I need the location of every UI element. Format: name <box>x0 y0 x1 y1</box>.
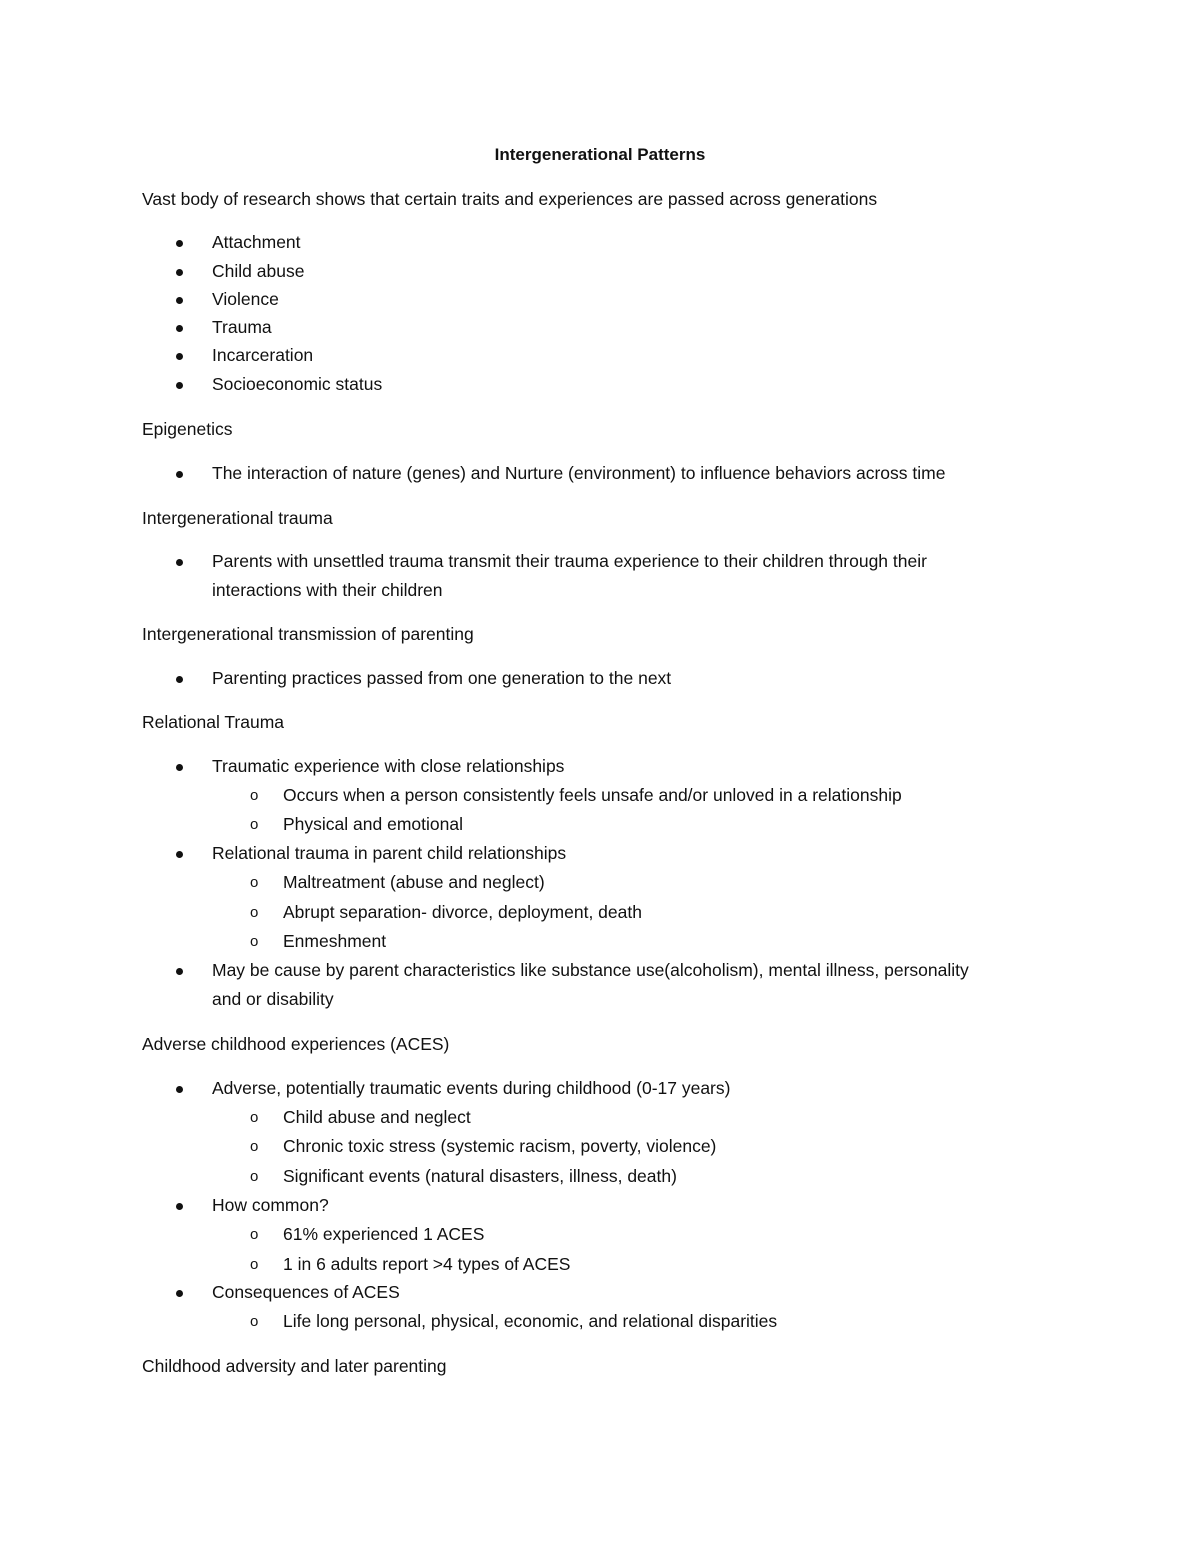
list-item: May be cause by parent characteristics like substance use(alcoholism), mental illness, personality <box>212 960 969 980</box>
list-item: Incarceration <box>212 345 314 365</box>
bullet-icon <box>176 353 183 360</box>
bullet-icon <box>176 471 183 478</box>
sub-list-item: Chronic toxic stress (systemic racism, poverty, violence) <box>283 1136 717 1156</box>
list-item: Adverse, potentially traumatic events during childhood (0-17 years) <box>212 1078 731 1098</box>
section-heading-later-parenting: Childhood adversity and later parenting <box>142 1356 447 1376</box>
list-item-continuation: interactions with their children <box>212 580 443 600</box>
bullet-icon <box>176 1290 183 1297</box>
list-item-continuation: and or disability <box>212 989 334 1009</box>
sub-bullet-icon: o <box>250 1256 259 1273</box>
bullet-icon <box>176 1203 183 1210</box>
intro-paragraph: Vast body of research shows that certain traits and experiences are passed across generations <box>142 189 878 209</box>
list-item: Relational trauma in parent child relationships <box>212 843 567 863</box>
section-heading-aces: Adverse childhood experiences (ACES) <box>142 1034 450 1054</box>
bullet-icon <box>176 676 183 683</box>
section-heading-relational-trauma: Relational Trauma <box>142 712 285 732</box>
bullet-icon <box>176 297 183 304</box>
list-item: Parenting practices passed from one generation to the next <box>212 668 672 688</box>
list-item: Attachment <box>212 232 301 252</box>
sub-list-item: Occurs when a person consistently feels unsafe and/or unloved in a relationship <box>283 785 902 805</box>
sub-list-item: Child abuse and neglect <box>283 1107 471 1127</box>
sub-bullet-icon: o <box>250 1168 259 1185</box>
sub-bullet-icon: o <box>250 904 259 921</box>
sub-list-item: 1 in 6 adults report >4 types of ACES <box>283 1254 571 1274</box>
sub-list-item: Physical and emotional <box>283 814 463 834</box>
list-item: Trauma <box>212 317 272 337</box>
sub-list-item: Enmeshment <box>283 931 387 951</box>
sub-bullet-icon: o <box>250 1313 259 1330</box>
bullet-icon <box>176 240 183 247</box>
sub-list-item: Abrupt separation- divorce, deployment, death <box>283 902 642 922</box>
bullet-icon <box>176 325 183 332</box>
list-item: The interaction of nature (genes) and Nurture (environment) to influence behaviors across time <box>212 463 946 483</box>
list-item: Consequences of ACES <box>212 1282 400 1302</box>
sub-list-item: 61% experienced 1 ACES <box>283 1224 485 1244</box>
document-title: Intergenerational Patterns <box>494 145 706 164</box>
bullet-icon <box>176 269 183 276</box>
bullet-icon <box>176 382 183 389</box>
sub-bullet-icon: o <box>250 816 259 833</box>
sub-bullet-icon: o <box>250 933 259 950</box>
section-heading-intergenerational-trauma: Intergenerational trauma <box>142 508 333 528</box>
section-heading-epigenetics: Epigenetics <box>142 419 233 439</box>
sub-bullet-icon: o <box>250 787 259 804</box>
bullet-icon <box>176 851 183 858</box>
sub-list-item: Significant events (natural disasters, illness, death) <box>283 1166 677 1186</box>
list-item: Violence <box>212 289 279 309</box>
sub-bullet-icon: o <box>250 1226 259 1243</box>
sub-bullet-icon: o <box>250 1109 259 1126</box>
sub-bullet-icon: o <box>250 874 259 891</box>
list-item: Parents with unsettled trauma transmit their trauma experience to their children through their <box>212 551 927 571</box>
section-heading-transmission-parenting: Intergenerational transmission of parenting <box>142 624 474 644</box>
list-item: Socioeconomic status <box>212 374 383 394</box>
sub-bullet-icon: o <box>250 1138 259 1155</box>
bullet-icon <box>176 559 183 566</box>
sub-list-item: Maltreatment (abuse and neglect) <box>283 872 545 892</box>
bullet-icon <box>176 1086 183 1093</box>
list-item: Child abuse <box>212 261 305 281</box>
bullet-icon <box>176 764 183 771</box>
list-item: How common? <box>212 1195 329 1215</box>
list-item: Traumatic experience with close relationships <box>212 756 565 776</box>
bullet-icon <box>176 968 183 975</box>
sub-list-item: Life long personal, physical, economic, and relational disparities <box>283 1311 778 1331</box>
